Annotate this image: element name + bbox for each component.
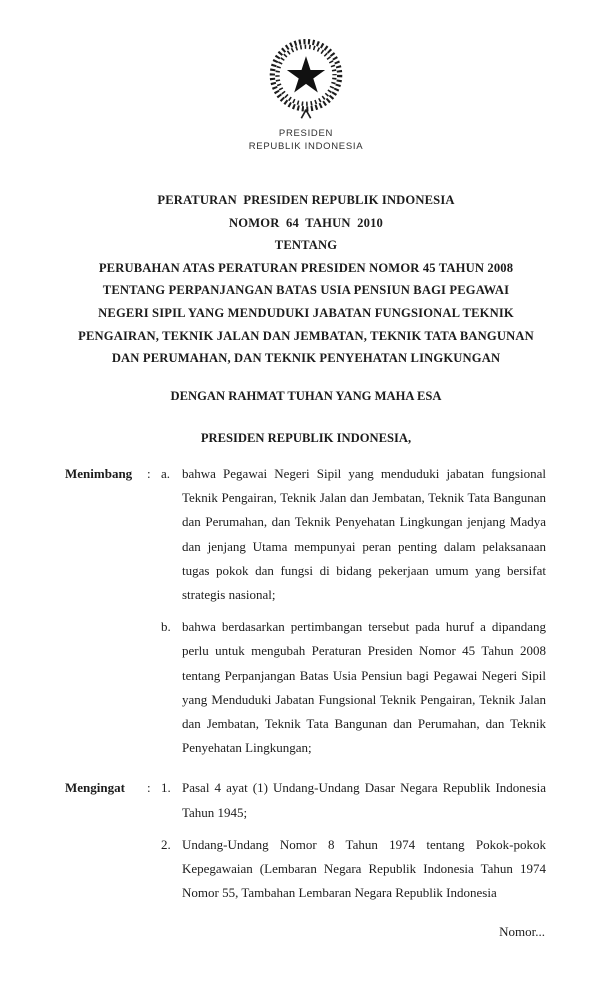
- item-marker: 1.: [161, 780, 171, 796]
- agency-name: [0, 127, 612, 153]
- section-label: Mengingat: [65, 780, 125, 796]
- title-line-subject-4: PENGAIRAN, TEKNIK JALAN DAN JEMBATAN, TEKNIK TATA BANGUNAN: [78, 328, 534, 343]
- title-line-subject-5: DAN PERUMAHAN, DAN TEKNIK PENYEHATAN LINGKUNGAN: [111, 351, 501, 366]
- section-colon: :: [147, 780, 151, 796]
- regulation-title: [0, 189, 612, 370]
- list-item: [161, 462, 546, 607]
- agency-line-republik-indonesia: REPUBLIK INDONESIA: [248, 141, 364, 152]
- item-marker: 2.: [161, 836, 171, 852]
- list-item: [161, 776, 546, 824]
- list-item: [161, 615, 546, 760]
- title-line-number: NOMOR 64 TAHUN 2010: [229, 215, 383, 230]
- item-text: bahwa Pegawai Negeri Sipil yang menduduki jabatan fungsional Teknik Pengairan, Teknik Jalan dan Jembatan, Teknik Tata Bangunan dan Perumahan, dan Teknik Penyehatan Lingkungan jenjang Madya dan jenjang Utama mempunyai peran penting dalam pelaksanaan tugas pokok dan fungsi di bidang pekerjaan umum yang bersifat strategis nasional;: [182, 465, 546, 602]
- item-text: bahwa berdasarkan pertimbangan tersebut pada huruf a dipandang perlu untuk mengubah Peraturan Presiden Nomor 45 Tahun 2008 tentang Perpanjangan Batas Usia Pensiun bagi Pegawai Negeri Sipil yang Menduduki Jabatan Fungsional Teknik Pengairan, Teknik Jalan dan Jembatan, Teknik Tata Bangunan dan Perumahan, dan Teknik Penyehatan Lingkungan;: [182, 619, 546, 756]
- issuer-line: PRESIDEN REPUBLIK INDONESIA,: [200, 431, 412, 446]
- letterhead: [0, 0, 612, 153]
- title-line-subject-1: PERUBAHAN ATAS PERATURAN PRESIDEN NOMOR 45 TAHUN 2008: [98, 260, 514, 275]
- document-body: [0, 462, 612, 905]
- list-item: [161, 833, 546, 906]
- section-items: [161, 462, 546, 760]
- presidential-star-wreath-seal-icon: [259, 36, 353, 122]
- item-marker: b.: [161, 619, 171, 635]
- section-mengingat: [65, 776, 546, 905]
- agency-line-presiden: PRESIDEN: [278, 128, 334, 139]
- title-line-subject-2: TENTANG PERPANJANGAN BATAS USIA PENSIUN BAGI PEGAWAI: [102, 283, 510, 298]
- title-line-subject-3: NEGERI SIPIL YANG MENDUDUKI JABATAN FUNGSIONAL TEKNIK: [98, 305, 514, 320]
- item-text: Pasal 4 ayat (1) Undang-Undang Dasar Negara Republik Indonesia Tahun 1945;: [182, 780, 546, 820]
- page-catchword: Nomor...: [499, 924, 545, 940]
- item-text: Undang-Undang Nomor 8 Tahun 1974 tentang Pokok-pokok Kepegawaian (Lembaran Negara Republik Indonesia Tahun 1974 Nomor 55, Tambahan Lembaran Negara Republik Indonesia: [182, 836, 546, 901]
- invocation-motto: DENGAN RAHMAT TUHAN YANG MAHA ESA: [170, 388, 442, 403]
- section-items: [161, 776, 546, 905]
- section-colon: :: [147, 465, 151, 481]
- section-label: Menimbang: [65, 465, 133, 481]
- title-line-tentang: TENTANG: [274, 238, 338, 253]
- section-menimbang: [65, 462, 546, 760]
- item-marker: a.: [161, 465, 171, 481]
- title-line-1: PERATURAN PRESIDEN REPUBLIK INDONESIA: [157, 193, 455, 207]
